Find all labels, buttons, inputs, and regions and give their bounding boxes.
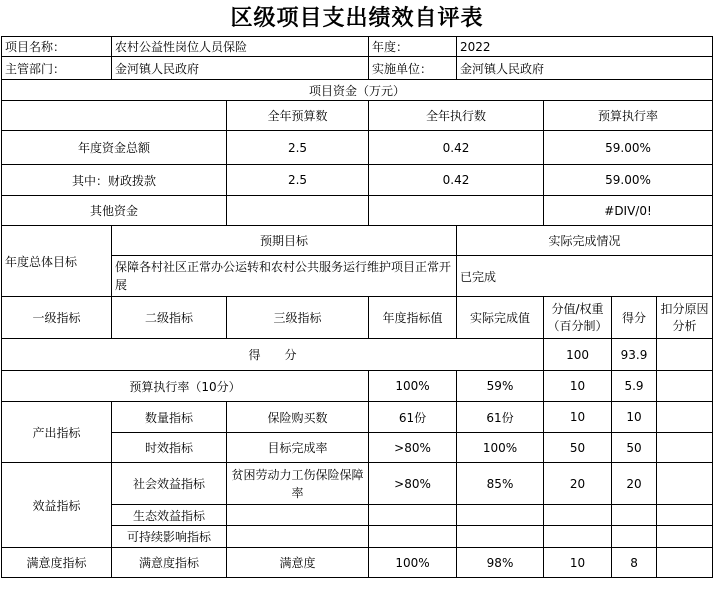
benefit-target: >80%	[369, 463, 457, 505]
funds-row-exec: 0.42	[369, 131, 544, 165]
year-label: 年度：	[369, 37, 457, 57]
ind-header-weight: 分值/权重（百分制）	[544, 297, 612, 339]
goals-label: 年度总体目标	[2, 226, 112, 297]
output-weight: 50	[544, 433, 612, 463]
total-score-label: 得 分	[2, 339, 544, 371]
project-name: 农村公益性岗位人员保险	[112, 37, 369, 57]
funds-row-rate: 59.00%	[544, 165, 713, 196]
dept-label: 主管部门：	[2, 57, 112, 80]
goals-actual: 已完成	[457, 256, 713, 297]
funds-section-title: 项目资金（万元）	[2, 80, 713, 101]
satisfaction-actual: 98%	[457, 548, 544, 578]
ind-header-level1: 一级指标	[2, 297, 112, 339]
budget-rate-actual: 59%	[457, 371, 544, 402]
output-actual: 100%	[457, 433, 544, 463]
dept-value: 金河镇人民政府	[112, 57, 369, 80]
funds-row-exec	[369, 196, 544, 226]
funds-row-exec: 0.42	[369, 165, 544, 196]
satisfaction-score: 8	[612, 548, 657, 578]
page-title: 区级项目支出绩效自评表	[230, 5, 484, 31]
budget-rate-weight: 10	[544, 371, 612, 402]
goals-actual-header: 实际完成情况	[457, 226, 713, 256]
funds-row-label: 年度资金总额	[2, 131, 227, 165]
impl-value: 金河镇人民政府	[457, 57, 713, 80]
funds-col-rate: 预算执行率	[544, 101, 713, 131]
funds-row-label: 其中：财政拨款	[2, 165, 227, 196]
project-name-label: 项目名称：	[2, 37, 112, 57]
funds-row-budget: 2.5	[227, 131, 369, 165]
output-score: 10	[612, 402, 657, 433]
funds-row-budget	[227, 196, 369, 226]
output-level2: 数量指标	[112, 402, 227, 433]
output-level3: 保险购买数	[227, 402, 369, 433]
benefit-indicator-label: 效益指标	[2, 463, 112, 548]
ind-header-score: 得分	[612, 297, 657, 339]
budget-rate-score: 5.9	[612, 371, 657, 402]
benefit-actual: 85%	[457, 463, 544, 505]
funds-row-budget: 2.5	[227, 165, 369, 196]
output-actual: 61份	[457, 402, 544, 433]
satisfaction-level1: 满意度指标	[2, 548, 112, 578]
impl-label: 实施单位：	[369, 57, 457, 80]
funds-col-exec: 全年执行数	[369, 101, 544, 131]
output-target: >80%	[369, 433, 457, 463]
satisfaction-weight: 10	[544, 548, 612, 578]
output-score: 50	[612, 433, 657, 463]
ind-header-actual: 实际完成值	[457, 297, 544, 339]
benefit-score: 20	[612, 463, 657, 505]
evaluation-table	[1, 36, 713, 578]
funds-row-rate: 59.00%	[544, 131, 713, 165]
output-level2: 时效指标	[112, 433, 227, 463]
output-indicator-label: 产出指标	[2, 402, 112, 463]
ind-header-level2: 二级指标	[112, 297, 227, 339]
year-value: 2022	[457, 37, 713, 57]
funds-row-label: 其他资金	[2, 196, 227, 226]
benefit-level2: 社会效益指标	[112, 463, 227, 505]
benefit-level3: 贫困劳动力工伤保险保障率	[227, 463, 369, 505]
ind-header-level3: 三级指标	[227, 297, 369, 339]
goals-expected-header: 预期目标	[112, 226, 457, 256]
satisfaction-target: 100%	[369, 548, 457, 578]
satisfaction-level2: 满意度指标	[112, 548, 227, 578]
goals-expected: 保障各村社区正常办公运转和农村公共服务运行维护项目正常开展	[112, 256, 457, 297]
output-weight: 10	[544, 402, 612, 433]
output-target: 61份	[369, 402, 457, 433]
ind-header-target: 年度指标值	[369, 297, 457, 339]
output-level3: 目标完成率	[227, 433, 369, 463]
budget-rate-target: 100%	[369, 371, 457, 402]
total-score: 93.9	[612, 339, 657, 371]
funds-row-rate: #DIV/0!	[544, 196, 713, 226]
benefit-weight: 20	[544, 463, 612, 505]
ind-header-deduct: 扣分原因分析	[657, 297, 713, 339]
benefit-level2: 生态效益指标	[112, 505, 227, 526]
total-weight: 100	[544, 339, 612, 371]
budget-rate-label: 预算执行率（10分）	[2, 371, 369, 402]
benefit-level2: 可持续影响指标	[112, 526, 227, 548]
funds-col-budget: 全年预算数	[227, 101, 369, 131]
satisfaction-level3: 满意度	[227, 548, 369, 578]
